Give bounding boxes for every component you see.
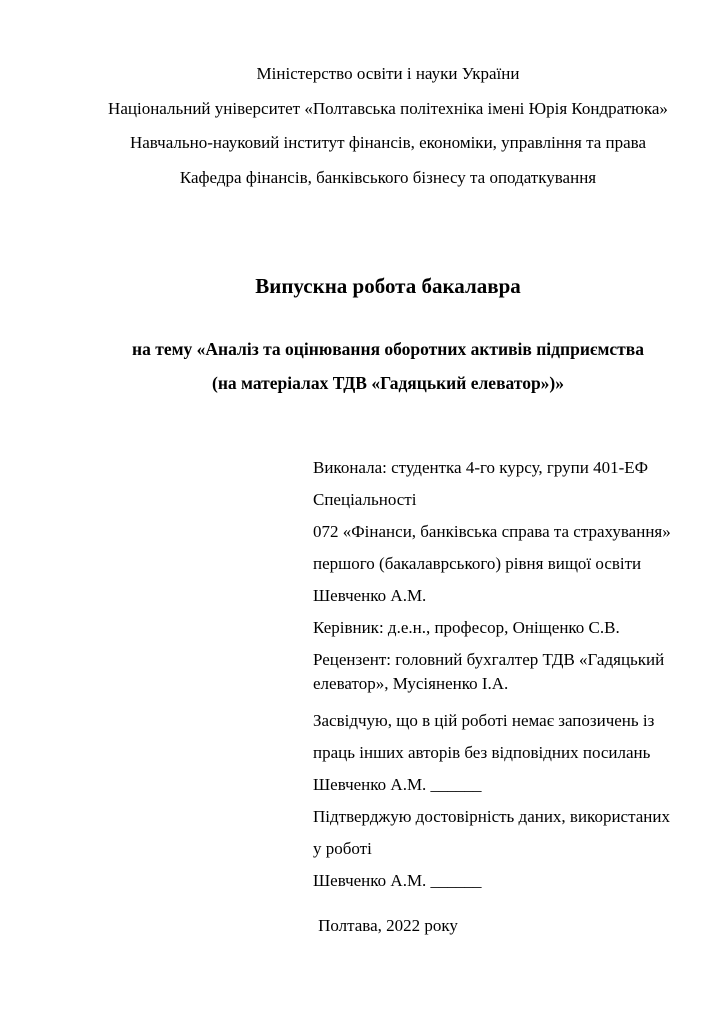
author-line-speciality-code: 072 «Фінанси, банківська справа та страхування» [313, 522, 671, 541]
theme-line-1: на тему «Аналіз та оцінювання оборотних активів підприємства [132, 339, 644, 359]
author-line-performer: Виконала: студентка 4-го курсу, групи 401-ЕФ [313, 458, 649, 477]
reviewer-paragraph [313, 648, 698, 696]
declaration-signature-1: Шевченко А.М. ______ [313, 775, 482, 794]
header-line-ministry: Міністерство освіти і науки України [256, 64, 520, 83]
header-line-institute: Навчально-науковий інститут фінансів, економіки, управління та права [129, 133, 647, 153]
theme-line-2: (на матеріалах ТДВ «Гадяцький елеватор»)» [212, 373, 564, 393]
thesis-title: Випускна робота бакалавра [255, 274, 521, 298]
declaration-line-2: праць інших авторів без відповідних посилань [313, 743, 651, 762]
header-line-department: Кафедра фінансів, банківського бізнесу та оподаткування [179, 168, 597, 188]
city-year-footer: Полтава, 2022 року [318, 916, 458, 935]
header-line-university: Національний університет «Полтавська політехніка імені Юрія Кондратюка» [108, 98, 668, 118]
author-line-degree-level: першого (бакалаврського) рівня вищої освіти [313, 554, 642, 573]
university-header [86, 57, 690, 196]
declaration-line-3: Підтверджую достовірність даних, використаних [313, 807, 670, 826]
author-line-supervisor: Керівник: д.е.н., професор, Оніщенко С.В. [313, 618, 620, 637]
author-info-block [313, 452, 698, 696]
declaration-line-1: Засвідчую, що в цій роботі немає запозичень із [313, 711, 655, 730]
declaration-signature-2: Шевченко А.М. ______ [313, 871, 482, 890]
declaration-line-4: у роботі [313, 839, 372, 858]
author-line-speciality-label: Спеціальності [313, 490, 417, 509]
declaration-block [313, 705, 698, 897]
thesis-theme [86, 332, 690, 400]
author-line-student-name: Шевченко А.М. [313, 586, 427, 605]
reviewer-line-1: Рецензент: головний бухгалтер ТДВ «Гадяцький [313, 650, 665, 669]
reviewer-line-2: елеватор», Мусіяненко І.А. [313, 674, 509, 693]
